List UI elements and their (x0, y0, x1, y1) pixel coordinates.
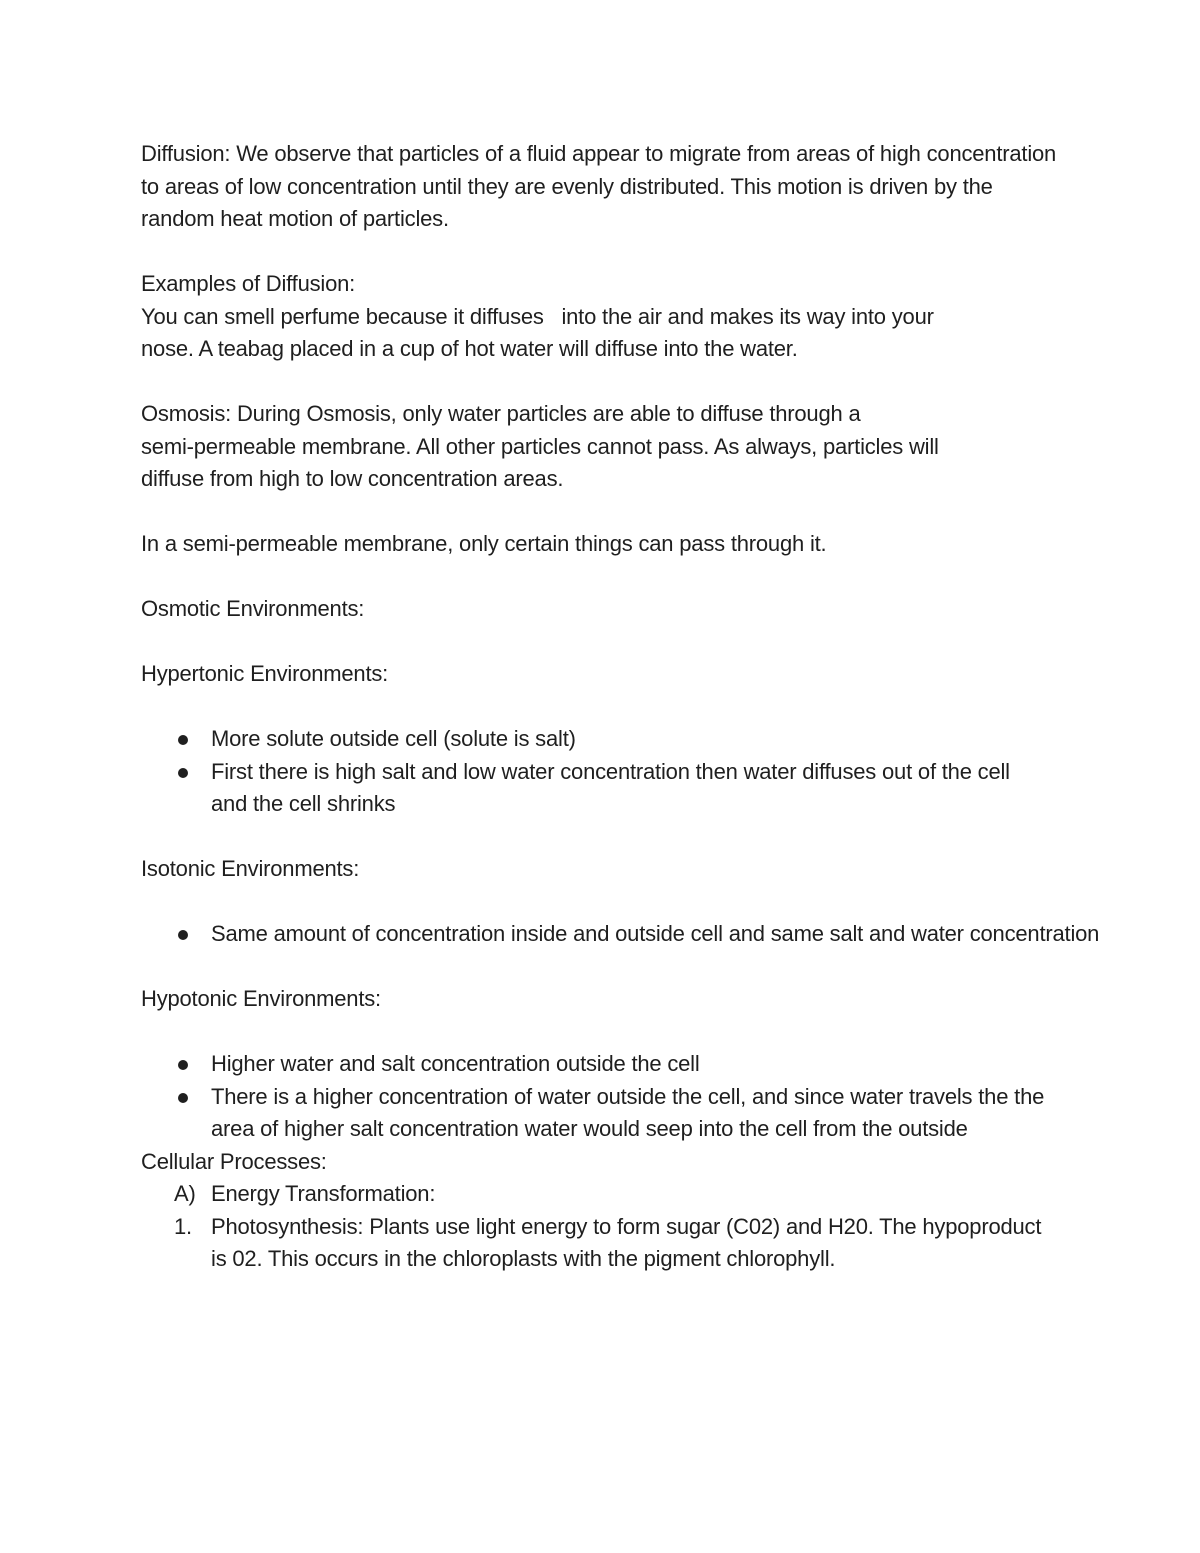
spacer (141, 366, 1071, 399)
list-item (141, 756, 1051, 821)
bullet-icon (178, 930, 188, 940)
bullet-icon (178, 1060, 188, 1070)
list-item-text: First there is high salt and low water concentration then water diffuses out of the cell and the cell shrinks (211, 758, 1010, 816)
list-item (141, 1178, 1071, 1211)
membrane-sentence: In a semi-permeable membrane, only certain things can pass through it. (141, 531, 827, 556)
spacer (141, 886, 1071, 919)
osmotic-heading: Osmotic Environments: (141, 596, 365, 621)
spacer (141, 1016, 1071, 1049)
osmosis-line-1: Osmosis: During Osmosis, only water particles are able to diffuse through a (141, 401, 861, 426)
spacer (141, 561, 1071, 594)
list-item-text: More solute outside cell (solute is salt) (211, 726, 576, 751)
list-marker: A) (174, 1181, 196, 1206)
spacer (141, 626, 1071, 659)
list-item (141, 918, 1111, 951)
bullet-icon (178, 1093, 188, 1103)
spacer (141, 496, 1071, 529)
bullet-icon (178, 768, 188, 778)
examples-heading: Examples of Diffusion: (141, 271, 356, 296)
list-marker: 1. (174, 1213, 192, 1239)
list-item (141, 1211, 1051, 1276)
hypertonic-heading: Hypertonic Environments: (141, 661, 389, 686)
hypotonic-list (141, 1048, 1071, 1146)
bullet-icon (178, 735, 188, 745)
examples-line-1: You can smell perfume because it diffuses into the air and makes its way into your (141, 303, 934, 329)
osmosis-line-3: diffuse from high to low concentration areas. (141, 466, 564, 491)
list-item-text: Energy Transformation: (211, 1181, 436, 1206)
spacer (141, 236, 1071, 269)
list-item (141, 1081, 1051, 1146)
cellular-heading: Cellular Processes: (141, 1148, 327, 1174)
isotonic-list (141, 918, 1100, 951)
osmosis-line-2: semi-permeable membrane. All other particles cannot pass. As always, particles will (141, 433, 939, 459)
hypertonic-list (141, 723, 1071, 821)
list-item-text: There is a higher concentration of water outside the cell, and since water travels the the area of higher salt concentration water would seep into the cell from the outside (211, 1083, 1045, 1141)
diffusion-paragraph: Diffusion: We observe that particles of a fluid appear to migrate from areas of high concentration to areas of low concentration until they are evenly distributed. This motion is driven by the random heat motion of particles. (141, 141, 1057, 231)
list-item (141, 1048, 1071, 1081)
list-item (141, 723, 1071, 756)
spacer (141, 821, 1071, 854)
examples-line-2: nose. A teabag placed in a cup of hot water will diffuse into the water. (141, 336, 798, 361)
list-item-text: Photosynthesis: Plants use light energy to form sugar (C02) and H20. The hypoproduct is 02. This occurs in the chloroplasts with the pigment chlorophyll. (211, 1213, 1042, 1271)
hypotonic-heading: Hypotonic Environments: (141, 986, 381, 1011)
isotonic-heading: Isotonic Environments: (141, 856, 360, 881)
document-body (141, 138, 1100, 1276)
spacer (141, 951, 1071, 984)
list-item-text: Higher water and salt concentration outside the cell (211, 1051, 700, 1076)
cellular-list (141, 1178, 1071, 1276)
list-item-text: Same amount of concentration inside and outside cell and same salt and water concentration (211, 921, 1100, 946)
spacer (141, 691, 1071, 724)
